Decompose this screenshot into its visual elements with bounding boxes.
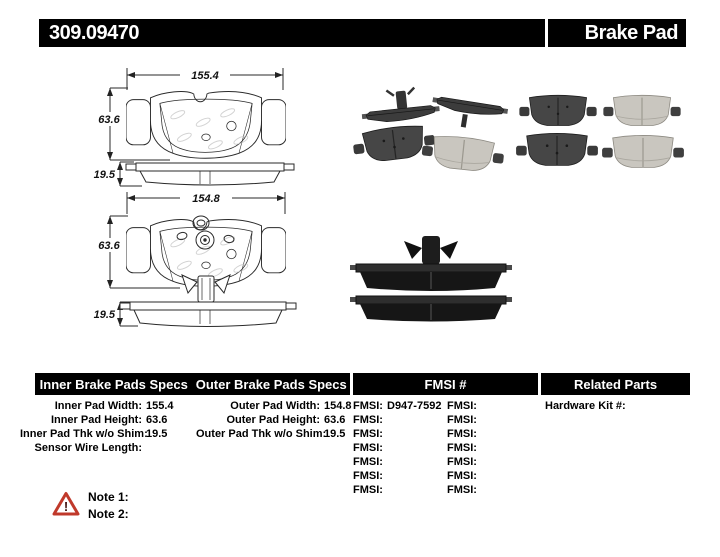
related-parts-header: Related Parts	[541, 373, 690, 395]
fmsi-row	[353, 483, 441, 497]
inner-specs-column	[20, 399, 174, 455]
outer-width-dim: 154.8	[192, 193, 220, 205]
note-2-label: Note 2:	[88, 507, 129, 521]
inner-width-dim: 155.4	[191, 70, 219, 82]
spec-table-header	[35, 373, 690, 395]
fmsi-label: FMSI:	[353, 442, 383, 454]
fmsi-right-column	[447, 399, 481, 497]
pad-photo-side-with-clip	[350, 236, 512, 291]
inner-pad-front-view	[126, 92, 286, 159]
fmsi-label: FMSI:	[353, 456, 383, 468]
pad-photo-side-group	[350, 232, 515, 322]
fmsi-label: FMSI:	[353, 484, 383, 496]
spec-label: Outer Pad Thk w/o Shim:	[196, 428, 327, 440]
spec-value: 154.8	[324, 400, 352, 412]
inner-specs-header: Inner Brake Pads Specs	[35, 373, 193, 395]
pad-photo-grid-group	[505, 85, 695, 175]
spec-label: Inner Pad Width:	[54, 400, 142, 412]
fmsi-row	[353, 441, 441, 455]
spec-row	[20, 399, 174, 413]
outer-thickness-dim: 19.5	[93, 309, 115, 321]
spec-row	[196, 399, 352, 413]
fmsi-row	[447, 441, 481, 455]
spec-label: Sensor Wire Length:	[34, 442, 142, 454]
fmsi-label: FMSI:	[447, 456, 477, 468]
pad-photo-angled-group	[350, 85, 510, 180]
inner-pad-side-view	[126, 163, 294, 185]
pads-specs-header-section	[35, 373, 350, 395]
note-1-label: Note 1:	[88, 490, 129, 504]
pad-photo-friction-top	[603, 95, 680, 125]
fmsi-value: D947-7592	[387, 400, 442, 412]
outer-specs-column	[196, 399, 352, 441]
fmsi-row	[447, 469, 481, 483]
spec-value: 63.6	[324, 414, 346, 426]
pad-photo-back-bottom	[516, 133, 598, 165]
fmsi-row	[353, 413, 441, 427]
spec-label: Outer Pad Height:	[226, 414, 320, 426]
outer-height-dim: 63.6	[98, 240, 120, 252]
fmsi-row	[447, 399, 481, 413]
fmsi-row	[447, 483, 481, 497]
fmsi-row	[353, 469, 441, 483]
spec-value: 19.5	[146, 428, 168, 440]
pad-photo-back-top	[519, 95, 596, 125]
fmsi-label: FMSI:	[447, 428, 477, 440]
title-bar	[39, 19, 686, 47]
fmsi-left-column	[353, 399, 441, 497]
title-bar-divider	[545, 19, 548, 47]
outer-pad-side-view	[120, 275, 296, 327]
fmsi-label: FMSI:	[447, 484, 477, 496]
fmsi-row	[447, 413, 481, 427]
fmsi-label: FMSI:	[447, 470, 477, 482]
pad-photo-back-face	[352, 123, 437, 165]
fmsi-label: FMSI:	[447, 414, 477, 426]
spec-row	[196, 427, 352, 441]
fmsi-row	[447, 427, 481, 441]
spec-value: 63.6	[146, 414, 168, 426]
fmsi-header: FMSI #	[353, 373, 538, 395]
inner-height-dim: 63.6	[98, 114, 120, 126]
fmsi-row	[353, 455, 441, 469]
outer-specs-header: Outer Brake Pads Specs	[193, 373, 351, 395]
fmsi-row	[353, 399, 441, 413]
fmsi-label: FMSI:	[353, 428, 383, 440]
related-parts-column	[545, 399, 630, 413]
pad-photo-side-plain	[350, 296, 512, 322]
spec-label: Inner Pad Thk w/o Shim:	[20, 428, 148, 440]
outer-pad-drawing	[30, 190, 320, 345]
svg-text:!: !	[63, 499, 69, 514]
fmsi-row	[353, 427, 441, 441]
spec-row	[196, 413, 352, 427]
inner-thickness-dim: 19.5	[93, 169, 115, 181]
pad-photo-edge-with-pin	[429, 96, 508, 134]
fmsi-label: FMSI:	[353, 400, 383, 412]
pad-photo-friction-bottom	[602, 135, 684, 167]
notes-block	[88, 489, 129, 523]
spec-row	[20, 413, 174, 427]
fmsi-label: FMSI:	[447, 442, 477, 454]
spec-value: 19.5	[324, 428, 346, 440]
product-type-label: Brake Pad	[584, 21, 678, 44]
fmsi-row	[447, 455, 481, 469]
warning-triangle-icon	[52, 491, 80, 517]
spec-value: 155.4	[146, 400, 174, 412]
spec-row	[20, 441, 174, 455]
fmsi-label: FMSI:	[353, 470, 383, 482]
related-row	[545, 399, 630, 413]
pad-photo-edge-with-sensor	[360, 85, 441, 124]
related-label: Hardware Kit #:	[545, 400, 626, 412]
fmsi-label: FMSI:	[447, 400, 477, 412]
spec-label: Inner Pad Height:	[50, 414, 142, 426]
part-number: 309.09470	[49, 21, 140, 44]
spec-label: Outer Pad Width:	[230, 400, 320, 412]
fmsi-label: FMSI:	[353, 414, 383, 426]
spec-row	[20, 427, 174, 441]
inner-pad-drawing	[30, 58, 320, 190]
